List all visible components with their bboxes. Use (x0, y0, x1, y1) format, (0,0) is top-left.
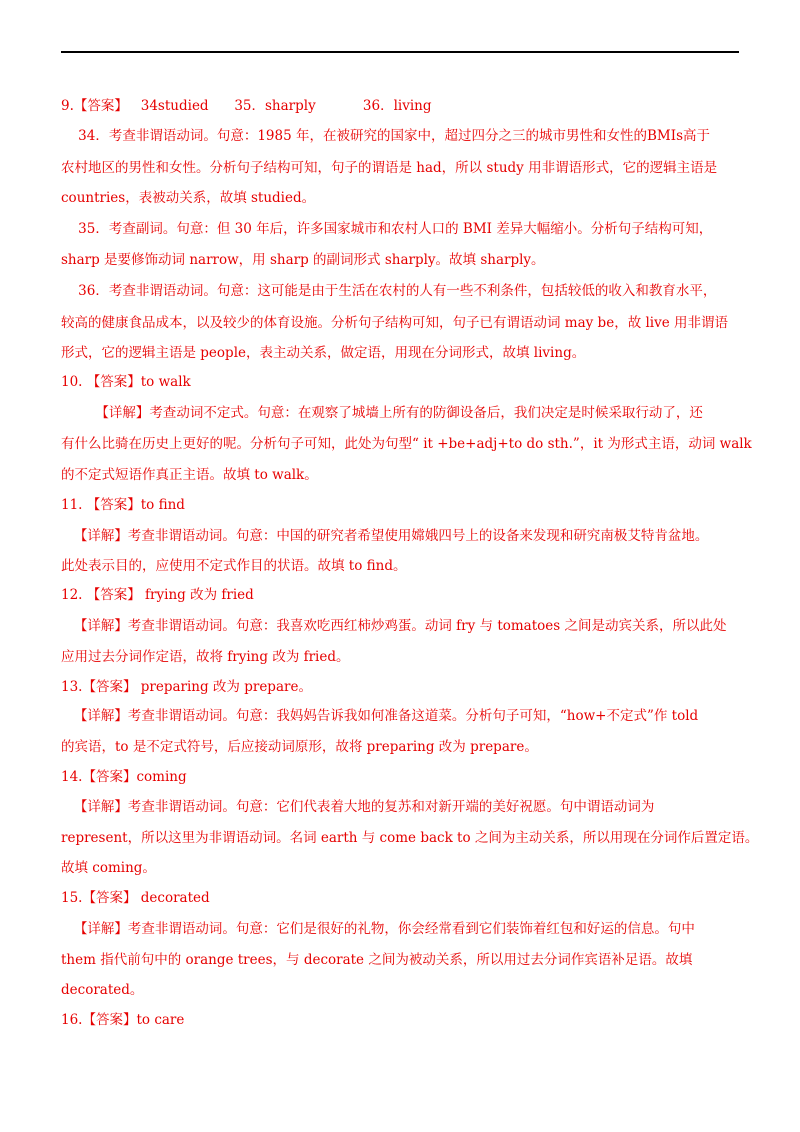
explanation-line: 有什么比骑在历史上更好的呢。分析句子可知，此处为句型“ it +be+adj+to do sth.”，it 为形式主语，动词 walk (61, 436, 752, 452)
explanation-line: 的宾语，to 是不定式符号，后应接动词原形，故将 preparing 改为 prepare。 (61, 739, 538, 755)
explanation-line: 应用过去分词作定语，故将 frying 改为 fried。 (61, 649, 350, 665)
explanation-line: 农村地区的男性和女性。分析句子结构可知，句子的谓语是 had，所以 study 用非谓语形式，它的逻辑主语是 (61, 160, 718, 176)
explanation-line: 的不定式短语作真正主语。故填 to walk。 (61, 467, 318, 483)
explanation-line: sharp 是要修饰动词 narrow，用 sharp 的副词形式 sharply。故填 sharply。 (61, 252, 545, 268)
explanation-line: 【详解】考查动词不定式。句意：在观察了城墙上所有的防御设备后，我们决定是时候采取行动了，还 (61, 405, 703, 421)
explanation-line: them 指代前句中的 orange trees，与 decorate 之间为被动关系，所以用过去分词作宾语补足语。故填 (61, 952, 693, 968)
explanation-line: 【详解】考查非谓语动词。句意：它们是很好的礼物，你会经常看到它们装饰着红包和好运的信息。句中 (61, 921, 695, 937)
explanation-line: 34．考查非谓语动词。句意：1985 年，在被研究的国家中，超过四分之三的城市男性和女性的BMIs高于 (61, 128, 710, 144)
explanation-line: countries，表被动关系，故填 studied。 (61, 190, 316, 206)
answer-line-14: 14.【答案】coming (61, 769, 187, 785)
explanation-line: represent，所以这里为非谓语动词。名词 earth 与 come back to 之间为主动关系，所以用现在分词作后置定语。 (61, 830, 759, 846)
answer-line-13: 13.【答案】 preparing 改为 prepare。 (61, 679, 312, 695)
explanation-line: 此处表示目的，应使用不定式作目的状语。故填 to find。 (61, 558, 407, 574)
answer-line-10: 10. 【答案】to walk (61, 374, 191, 390)
explanation-line: 【详解】考查非谓语动词。句意：它们代表着大地的复苏和对新开端的美好祝愿。句中谓语动词为 (61, 799, 655, 815)
explanation-line: 【详解】考查非谓语动词。句意：我喜欢吃西红柿炒鸡蛋。动词 fry 与 tomatoes 之间是动宾关系，所以此处 (61, 618, 727, 634)
explanation-line: 【详解】考查非谓语动词。句意：我妈妈告诉我如何准备这道菜。分析句子可知，“how+不定式”作 told (61, 708, 699, 724)
explanation-line: 较高的健康食品成本，以及较少的体育设施。分析句子结构可知，句子已有谓语动词 may be，故 live 用非谓语 (61, 315, 729, 331)
explanation-line: 36．考查非谓语动词。句意：这可能是由于生活在农村的人有一些不利条件，包括较低的收入和教育水平， (61, 283, 717, 299)
answer-line-11: 11. 【答案】to find (61, 497, 185, 513)
explanation-line: 35．考查副词。句意：但 30 年后，许多国家城市和农村人口的 BMI 差异大幅缩小。分析句子结构可知， (61, 221, 713, 237)
explanation-line: 形式，它的逻辑主语是 people，表主动关系，做定语，用现在分词形式，故填 living。 (61, 345, 586, 361)
explanation-line: decorated。 (61, 982, 144, 998)
header-rule (61, 51, 739, 53)
answer-line-12: 12. 【答案】 frying 改为 fried (61, 587, 254, 603)
explanation-line: 【详解】考查非谓语动词。句意：中国的研究者希望使用嫦娥四号上的设备来发现和研究南极艾特肯盆地。 (61, 528, 709, 544)
answer-line-9: 9.【答案】 34studied 35．sharply 36．living (61, 98, 432, 114)
answer-line-15: 15.【答案】 decorated (61, 890, 210, 906)
explanation-line: 故填 coming。 (61, 860, 156, 876)
answer-line-16: 16.【答案】to care (61, 1012, 185, 1028)
